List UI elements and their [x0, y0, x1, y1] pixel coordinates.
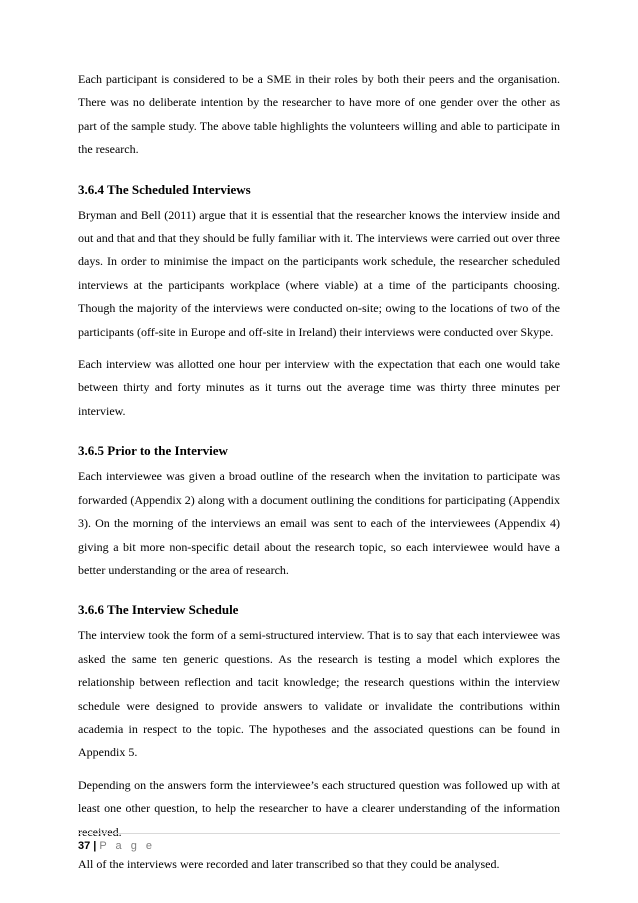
section-3-6-6-paragraph-2: Depending on the answers form the interviewee’s each structured question was followed up with at least one other question, to help the researcher to have a clearer understanding of the information received.	[78, 777, 560, 839]
page-label: P a g e	[99, 840, 155, 852]
section-heading-3-6-6: 3.6.6 The Interview Schedule	[78, 602, 239, 618]
section-3-6-6-paragraph-3: All of the interviews were recorded and later transcribed so that they could be analysed.	[78, 856, 500, 871]
page-footer	[78, 833, 560, 852]
section-3-6-4-paragraph-1: Bryman and Bell (2011) argue that it is essential that the researcher knows the interview inside and out and that and that they should be fully familiar with it. The interviews were carried out over three days. In order to minimise the impact on the participants work schedule, the researcher scheduled interviews at the participants workplace (where viable) at a time of the participants choosing. Though the majority of the interviews were conducted on-site; owing to the locations of two of the participants (off-site in Europe and off-site in Ireland) their interviews were conducted over Skype.	[78, 207, 560, 339]
intro-paragraph: Each participant is considered to be a SME in their roles by both their peers and the organisation. There was no deliberate intention by the researcher to have more of one gender over the other as part of the sample study. The above table highlights the volunteers willing and able to participate in the research.	[78, 72, 560, 157]
section-3-6-6-paragraph-1: The interview took the form of a semi-structured interview. That is to say that each interviewee was asked the same ten generic questions. As the research is testing a model which explores the relationship between reflection and tacit knowledge; the research questions within the interview schedule were designed to provide answers to validate or invalidate the contributions within academia in respect to the topic. The hypotheses and the associated questions can be found in Appendix 5.	[78, 628, 560, 760]
page-number: 37	[78, 840, 91, 852]
section-heading-3-6-4: 3.6.4 The Scheduled Interviews	[78, 181, 251, 197]
section-3-6-5-paragraph-1: Each interviewee was given a broad outline of the research when the invitation to participate was forwarded (Appendix 2) along with a document outlining the conditions for participating (Appendix 3). On the morning of the interviews an email was sent to each of the interviewees (Appendix 4) giving a bit more non-specific detail about the research topic, so each interviewee would have a better understanding or the area of research.	[78, 469, 560, 577]
footer-separator: |	[93, 840, 97, 852]
section-3-6-4-paragraph-2: Each interview was allotted one hour per interview with the expectation that each one would take between thirty and forty minutes as it turns out the average time was thirty three minutes per interview.	[78, 357, 560, 418]
section-heading-3-6-5: 3.6.5 Prior to the Interview	[78, 443, 228, 459]
document-page	[78, 68, 560, 885]
